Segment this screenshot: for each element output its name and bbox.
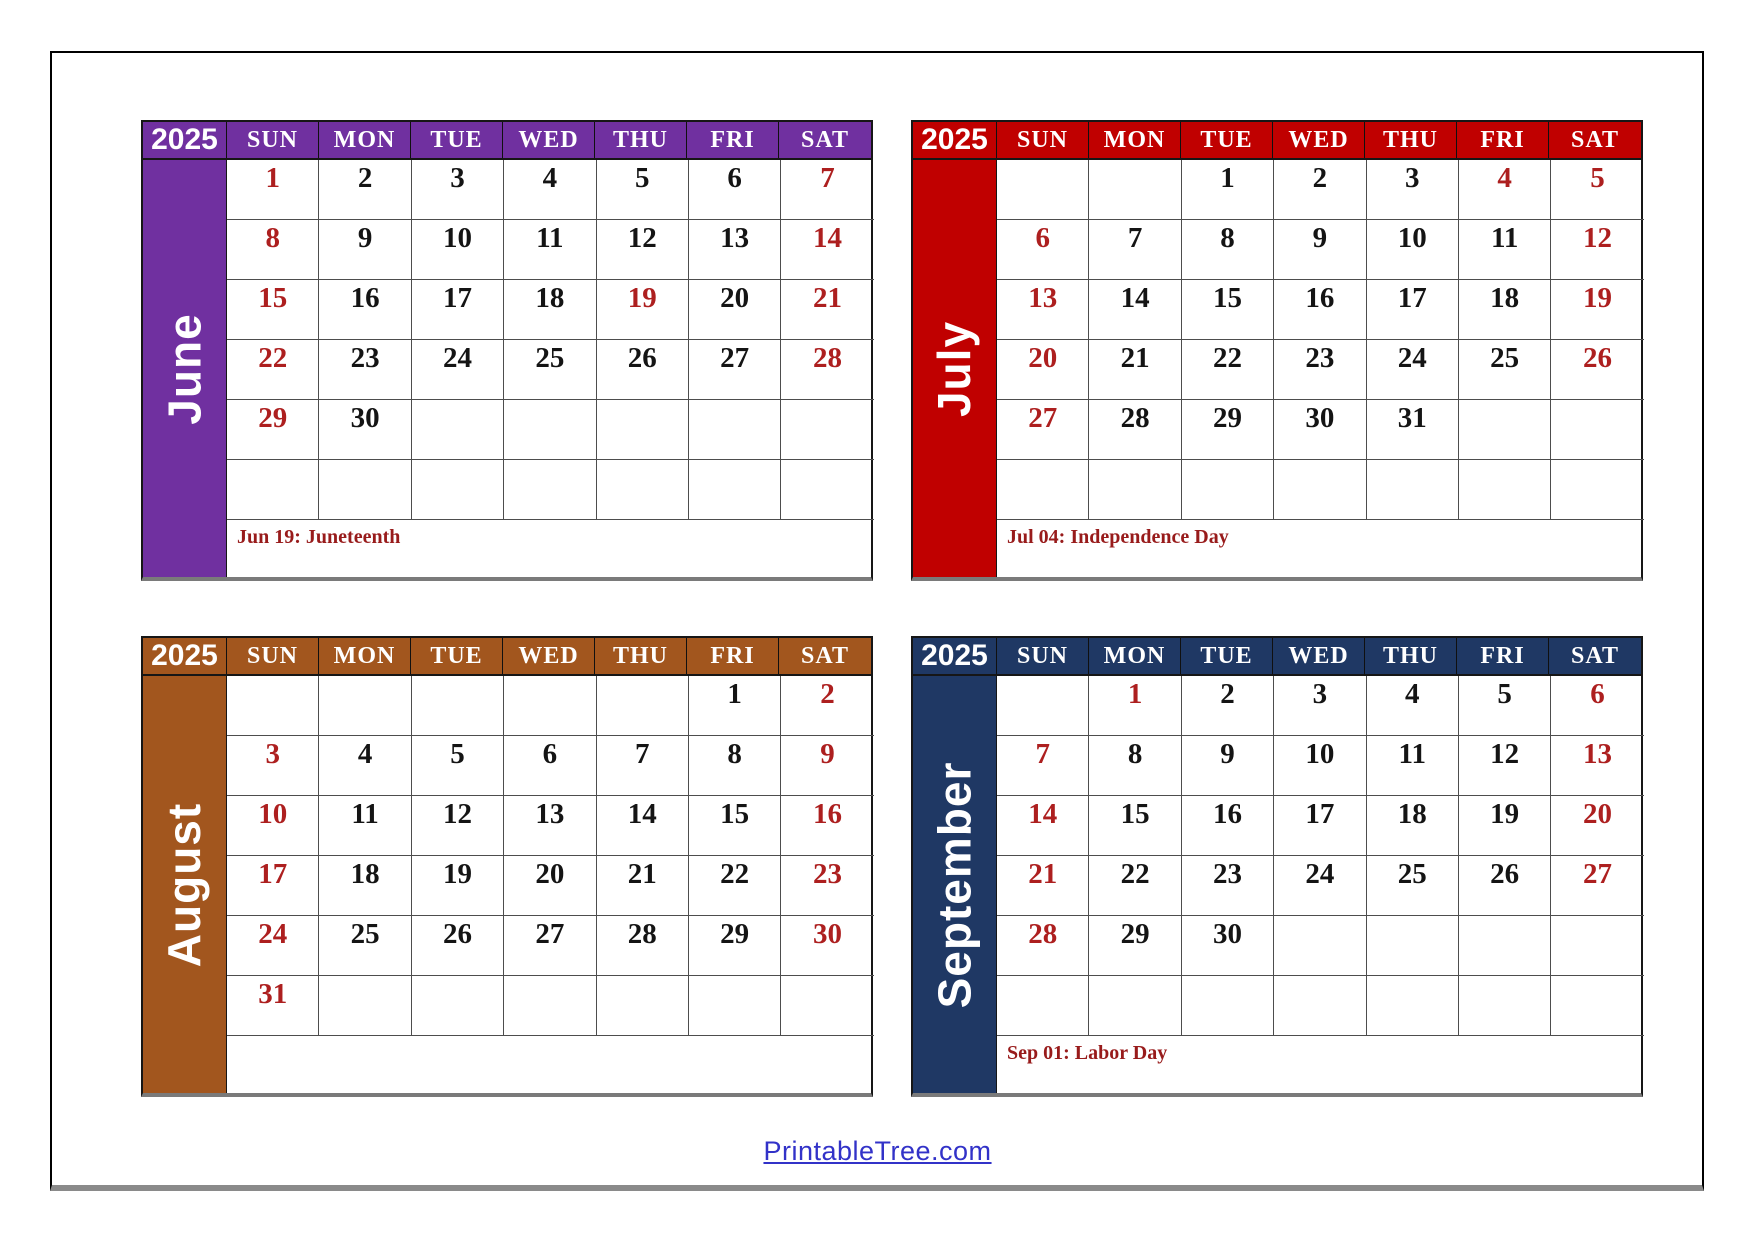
empty-date-cell	[1459, 400, 1551, 460]
date-cell: 23	[781, 856, 873, 916]
date-cell: 18	[1367, 796, 1459, 856]
date-cell: 10	[1367, 220, 1459, 280]
date-cell: 24	[412, 340, 504, 400]
date-cell: 13	[1551, 736, 1643, 796]
date-cell: 18	[504, 280, 596, 340]
month-label: June	[158, 312, 211, 425]
date-cell: 29	[1182, 400, 1274, 460]
date-cell: 4	[1459, 160, 1551, 220]
empty-date-cell	[1551, 400, 1643, 460]
empty-date-cell	[997, 676, 1089, 736]
date-cell: 17	[227, 856, 319, 916]
date-cell: 10	[1274, 736, 1366, 796]
date-cell: 5	[1459, 676, 1551, 736]
date-cell: 22	[689, 856, 781, 916]
day-header-sun: SUN	[227, 638, 319, 674]
date-cell: 7	[1089, 220, 1181, 280]
holiday-note: Sep 01: Labor Day	[1007, 1042, 1168, 1064]
day-header-wed: WED	[1273, 638, 1365, 674]
month-sidebar	[913, 676, 997, 1093]
date-cell: 6	[504, 736, 596, 796]
calendar-header	[913, 122, 1641, 160]
day-header-thu: THU	[595, 638, 687, 674]
empty-date-cell	[412, 976, 504, 1036]
date-cell: 6	[1551, 676, 1643, 736]
year-label: 2025	[913, 122, 997, 158]
date-cell: 26	[1551, 340, 1643, 400]
date-cell: 30	[1274, 400, 1366, 460]
date-cell: 18	[1459, 280, 1551, 340]
date-cell: 1	[689, 676, 781, 736]
date-cell: 3	[227, 736, 319, 796]
empty-date-cell	[997, 160, 1089, 220]
date-cell: 11	[1459, 220, 1551, 280]
date-cell: 7	[997, 736, 1089, 796]
empty-date-cell	[1089, 160, 1181, 220]
day-header-sun: SUN	[997, 638, 1089, 674]
date-cell: 7	[597, 736, 689, 796]
day-header-sat: SAT	[801, 642, 849, 669]
date-cell: 14	[997, 796, 1089, 856]
date-cell: 1	[1182, 160, 1274, 220]
empty-date-cell	[597, 460, 689, 520]
date-cell: 26	[412, 916, 504, 976]
date-cell: 11	[1367, 736, 1459, 796]
month-sidebar	[143, 160, 227, 577]
date-cell: 17	[1367, 280, 1459, 340]
empty-date-cell	[1459, 976, 1551, 1036]
empty-date-cell	[597, 400, 689, 460]
month-label: July	[928, 320, 981, 417]
date-cell: 3	[1274, 676, 1366, 736]
date-cell: 25	[319, 916, 411, 976]
calendar-header	[143, 638, 871, 676]
date-cell: 4	[1367, 676, 1459, 736]
day-header-mon: MON	[319, 638, 411, 674]
date-cell: 29	[689, 916, 781, 976]
holiday-note-row	[227, 1036, 874, 1093]
empty-date-cell	[1182, 460, 1274, 520]
date-cell: 22	[227, 340, 319, 400]
day-header-tue: TUE	[411, 122, 503, 158]
empty-date-cell	[1459, 916, 1551, 976]
date-grid	[227, 160, 874, 520]
date-cell: 23	[1182, 856, 1274, 916]
date-cell: 29	[1089, 916, 1181, 976]
date-cell: 4	[319, 736, 411, 796]
date-cell: 28	[997, 916, 1089, 976]
date-cell: 24	[1274, 856, 1366, 916]
date-cell: 30	[1182, 916, 1274, 976]
month-sidebar	[913, 160, 997, 577]
date-cell: 14	[1089, 280, 1181, 340]
date-cell: 4	[504, 160, 596, 220]
date-cell: 2	[319, 160, 411, 220]
empty-date-cell	[1551, 460, 1643, 520]
day-header-mon: MON	[319, 122, 411, 158]
date-cell: 9	[1182, 736, 1274, 796]
date-cell: 8	[1182, 220, 1274, 280]
empty-date-cell	[597, 676, 689, 736]
day-header-fri: FRI	[1457, 122, 1549, 158]
calendar-september	[911, 636, 1643, 1097]
empty-date-cell	[1274, 460, 1366, 520]
date-cell: 25	[1459, 340, 1551, 400]
empty-date-cell	[412, 676, 504, 736]
empty-date-cell	[997, 976, 1089, 1036]
date-cell: 13	[997, 280, 1089, 340]
date-cell: 23	[1274, 340, 1366, 400]
day-header-mon: MON	[1089, 638, 1181, 674]
day-header-wed: WED	[503, 122, 595, 158]
empty-date-cell	[781, 400, 873, 460]
calendar-header	[143, 122, 871, 160]
empty-date-cell	[689, 976, 781, 1036]
date-cell: 5	[412, 736, 504, 796]
date-cell: 15	[227, 280, 319, 340]
date-cell: 19	[1551, 280, 1643, 340]
date-cell: 6	[997, 220, 1089, 280]
date-cell: 28	[781, 340, 873, 400]
holiday-note: Jun 19: Juneteenth	[237, 526, 401, 548]
empty-date-cell	[1274, 976, 1366, 1036]
day-header-sat: SAT	[1571, 126, 1619, 153]
date-cell: 30	[781, 916, 873, 976]
empty-date-cell	[504, 976, 596, 1036]
date-cell: 28	[1089, 400, 1181, 460]
date-cell: 25	[504, 340, 596, 400]
date-cell: 16	[1274, 280, 1366, 340]
date-cell: 30	[319, 400, 411, 460]
empty-date-cell	[1089, 460, 1181, 520]
empty-date-cell	[1367, 916, 1459, 976]
day-header-mon: MON	[1089, 122, 1181, 158]
date-cell: 8	[1089, 736, 1181, 796]
day-header-fri: FRI	[1457, 638, 1549, 674]
date-grid	[997, 676, 1644, 1036]
date-cell: 29	[227, 400, 319, 460]
empty-date-cell	[1089, 976, 1181, 1036]
date-cell: 15	[1089, 796, 1181, 856]
date-cell: 23	[319, 340, 411, 400]
empty-date-cell	[412, 400, 504, 460]
holiday-note-row	[997, 520, 1644, 577]
date-cell: 9	[1274, 220, 1366, 280]
date-cell: 31	[1367, 400, 1459, 460]
day-header-sat: SAT	[801, 126, 849, 153]
date-cell: 20	[689, 280, 781, 340]
day-header-wed: WED	[503, 638, 595, 674]
date-cell: 8	[227, 220, 319, 280]
date-cell: 10	[412, 220, 504, 280]
date-cell: 20	[1551, 796, 1643, 856]
date-cell: 26	[597, 340, 689, 400]
day-header-sat: SAT	[1571, 642, 1619, 669]
date-cell: 19	[412, 856, 504, 916]
year-label: 2025	[913, 638, 997, 674]
date-cell: 24	[1367, 340, 1459, 400]
empty-date-cell	[1182, 976, 1274, 1036]
empty-date-cell	[412, 460, 504, 520]
empty-date-cell	[1274, 916, 1366, 976]
empty-date-cell	[227, 676, 319, 736]
date-cell: 11	[504, 220, 596, 280]
date-cell: 13	[504, 796, 596, 856]
day-header-tue: TUE	[1181, 122, 1273, 158]
page-footer	[0, 1136, 1755, 1167]
month-label: September	[928, 761, 981, 1008]
empty-date-cell	[504, 676, 596, 736]
date-cell: 22	[1182, 340, 1274, 400]
empty-date-cell	[689, 460, 781, 520]
empty-date-cell	[319, 460, 411, 520]
date-cell: 25	[1367, 856, 1459, 916]
empty-date-cell	[1551, 916, 1643, 976]
date-cell: 20	[504, 856, 596, 916]
date-cell: 22	[1089, 856, 1181, 916]
date-grid	[997, 160, 1644, 520]
date-cell: 12	[1459, 736, 1551, 796]
empty-date-cell	[504, 400, 596, 460]
empty-date-cell	[319, 976, 411, 1036]
date-cell: 16	[1182, 796, 1274, 856]
calendar-june	[141, 120, 873, 581]
date-cell: 12	[597, 220, 689, 280]
date-cell: 6	[689, 160, 781, 220]
date-cell: 17	[1274, 796, 1366, 856]
empty-date-cell	[1367, 460, 1459, 520]
date-cell: 9	[781, 736, 873, 796]
day-header-tue: TUE	[411, 638, 503, 674]
date-cell: 11	[319, 796, 411, 856]
day-header-thu: THU	[1365, 638, 1457, 674]
date-cell: 13	[689, 220, 781, 280]
date-cell: 1	[227, 160, 319, 220]
day-header-tue: TUE	[1181, 638, 1273, 674]
date-cell: 21	[997, 856, 1089, 916]
date-cell: 8	[689, 736, 781, 796]
date-cell: 2	[781, 676, 873, 736]
calendar-august	[141, 636, 873, 1097]
date-cell: 15	[689, 796, 781, 856]
date-cell: 9	[319, 220, 411, 280]
printabletree-link[interactable]: PrintableTree.com	[763, 1136, 992, 1166]
empty-date-cell	[227, 460, 319, 520]
holiday-note-row	[997, 1036, 1644, 1093]
day-header-wed: WED	[1273, 122, 1365, 158]
empty-date-cell	[781, 976, 873, 1036]
empty-date-cell	[689, 400, 781, 460]
date-cell: 5	[1551, 160, 1643, 220]
empty-date-cell	[781, 460, 873, 520]
date-cell: 21	[597, 856, 689, 916]
date-cell: 5	[597, 160, 689, 220]
empty-date-cell	[504, 460, 596, 520]
day-header-fri: FRI	[687, 122, 779, 158]
year-label: 2025	[143, 638, 227, 674]
holiday-note-row	[227, 520, 874, 577]
empty-date-cell	[1459, 460, 1551, 520]
month-label: August	[158, 802, 211, 967]
empty-date-cell	[997, 460, 1089, 520]
date-cell: 21	[781, 280, 873, 340]
day-header-thu: THU	[595, 122, 687, 158]
day-header-sun: SUN	[227, 122, 319, 158]
empty-date-cell	[1367, 976, 1459, 1036]
date-cell: 12	[1551, 220, 1643, 280]
date-cell: 18	[319, 856, 411, 916]
month-sidebar	[143, 676, 227, 1093]
date-cell: 31	[227, 976, 319, 1036]
date-cell: 3	[1367, 160, 1459, 220]
date-cell: 27	[689, 340, 781, 400]
empty-date-cell	[597, 976, 689, 1036]
day-header-sun: SUN	[997, 122, 1089, 158]
date-grid	[227, 676, 874, 1036]
empty-date-cell	[1551, 976, 1643, 1036]
date-cell: 16	[319, 280, 411, 340]
day-header-fri: FRI	[687, 638, 779, 674]
date-cell: 26	[1459, 856, 1551, 916]
date-cell: 17	[412, 280, 504, 340]
date-cell: 7	[781, 160, 873, 220]
calendar-july	[911, 120, 1643, 581]
date-cell: 2	[1182, 676, 1274, 736]
day-header-thu: THU	[1365, 122, 1457, 158]
date-cell: 28	[597, 916, 689, 976]
date-cell: 27	[997, 400, 1089, 460]
date-cell: 2	[1274, 160, 1366, 220]
holiday-note: Jul 04: Independence Day	[1007, 526, 1229, 548]
date-cell: 12	[412, 796, 504, 856]
date-cell: 16	[781, 796, 873, 856]
date-cell: 19	[1459, 796, 1551, 856]
date-cell: 27	[504, 916, 596, 976]
date-cell: 10	[227, 796, 319, 856]
calendar-header	[913, 638, 1641, 676]
date-cell: 15	[1182, 280, 1274, 340]
date-cell: 21	[1089, 340, 1181, 400]
date-cell: 1	[1089, 676, 1181, 736]
empty-date-cell	[319, 676, 411, 736]
year-label: 2025	[143, 122, 227, 158]
date-cell: 27	[1551, 856, 1643, 916]
date-cell: 14	[597, 796, 689, 856]
date-cell: 3	[412, 160, 504, 220]
date-cell: 24	[227, 916, 319, 976]
date-cell: 14	[781, 220, 873, 280]
date-cell: 20	[997, 340, 1089, 400]
date-cell: 19	[597, 280, 689, 340]
